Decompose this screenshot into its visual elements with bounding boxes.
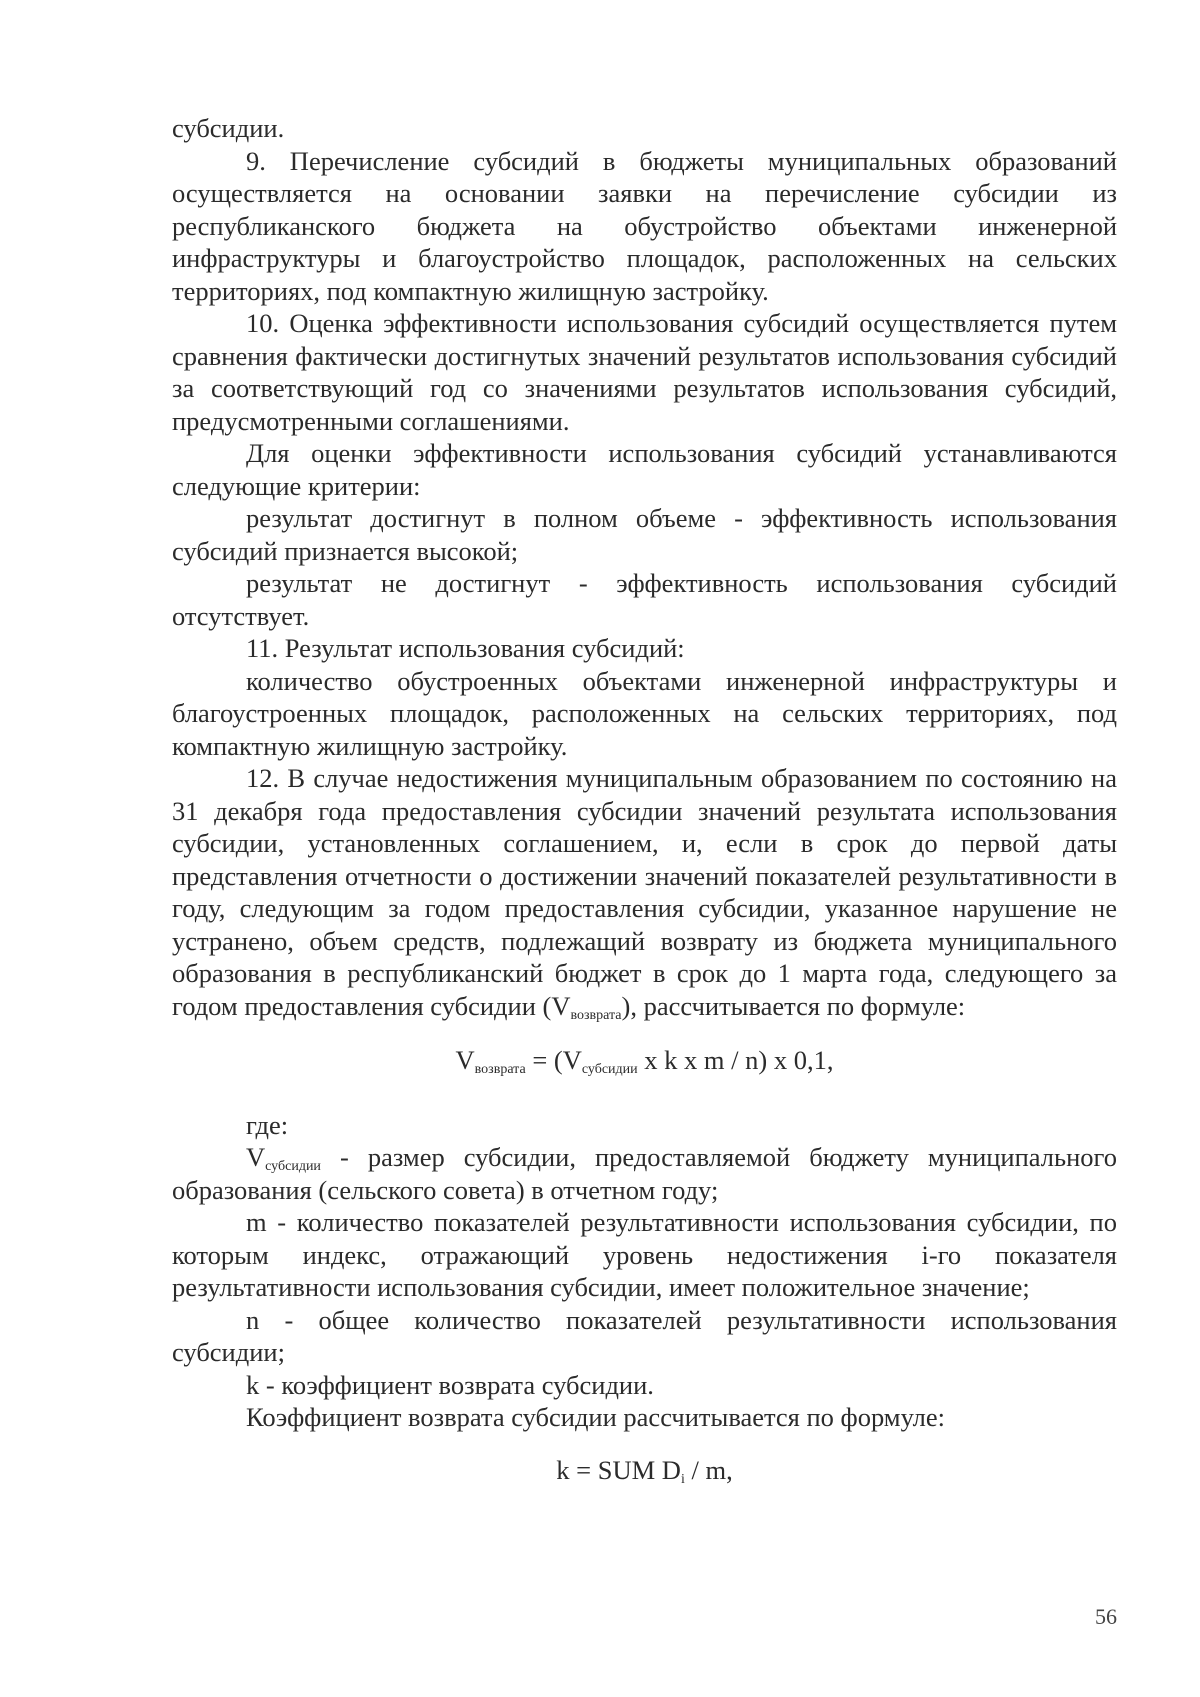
formula-part: k = SUM D bbox=[556, 1454, 681, 1485]
paragraph: количество обустроенных объектами инженерной инфраструктуры и благоустроенных площадок, расположенных на сельских территориях, под компактную жилищную застройку. bbox=[172, 665, 1117, 761]
paragraph: 11. Результат использования субсидий: bbox=[246, 633, 685, 663]
paragraph-text: - размер субсидии, предоставляемой бюджету муниципального образования (сельского совета) в отчетном году; bbox=[172, 1142, 1117, 1205]
paragraph bbox=[172, 1141, 1117, 1206]
subscript: i bbox=[680, 1471, 685, 1487]
subscript: возврата bbox=[474, 1062, 526, 1077]
paragraph: m - количество показателей результативности использования субсидии, по которым индекс, отражающий уровень недостижения i-го показателя результативности использования субсидии, имеет положительное значение; bbox=[172, 1207, 1117, 1302]
formula-part: V bbox=[455, 1045, 475, 1075]
paragraph: где: bbox=[246, 1109, 289, 1140]
subscript: возврата bbox=[570, 1007, 622, 1023]
subscript: субсидии bbox=[581, 1062, 638, 1077]
paragraph: субсидии. bbox=[172, 113, 285, 143]
paragraph: n - общее количество показателей результативности использования субсидии; bbox=[172, 1304, 1117, 1367]
paragraph bbox=[172, 762, 1117, 1022]
paragraph: k - коэффициент возврата субсидии. bbox=[246, 1369, 654, 1400]
document-body bbox=[172, 112, 1117, 1486]
paragraph: 9. Перечисление субсидий в бюджеты муниципальных образований осуществляется на основании заявки на перечисление субсидии из республиканского бюджета на обустройство объектами инженерной инфраструктуры и благоустройство площадок, расположенных на сельских территориях, под компактную жилищную застройку. bbox=[172, 145, 1117, 306]
subscript: субсидии bbox=[265, 1159, 321, 1174]
paragraph: Коэффициент возврата субсидии рассчитывается по формуле: bbox=[246, 1402, 946, 1432]
paragraph: результат достигнут в полном объеме - эффективность использования субсидий признается высокой; bbox=[172, 503, 1117, 566]
paragraph: результат не достигнут - эффективность использования субсидий отсутствует. bbox=[172, 568, 1117, 631]
paragraph-text: ), рассчитывается по формуле: bbox=[621, 990, 966, 1021]
paragraph-text: V bbox=[246, 1142, 266, 1172]
formula-return-volume bbox=[172, 1022, 1117, 1109]
page-number: 56 bbox=[1095, 1604, 1117, 1629]
formula-return-coefficient bbox=[172, 1434, 1117, 1487]
paragraph: Для оценки эффективности использования субсидий устанавливаются следующие критерии: bbox=[172, 438, 1117, 501]
formula-part: = (V bbox=[525, 1045, 582, 1075]
formula-part: / m, bbox=[684, 1454, 733, 1485]
paragraph: 10. Оценка эффективности использования субсидий осуществляется путем сравнения фактически достигнутых значений результатов использования субсидий за соответствующий год со значениями результатов использования субсидий, предусмотренными соглашениями. bbox=[172, 308, 1117, 436]
formula-part: x k x m / n) x 0,1, bbox=[637, 1045, 834, 1075]
paragraph-text: 12. В случае недостижения муниципальным образованием по состоянию на 31 декабря года предоставления субсидии значений результата использования субсидии, установленных соглашением, и, если в срок до первой даты представления отчетности о достижении значений показателей результативности в году, следующим за годом предоставления субсидии, указанное нарушение не устранено, объем средств, подлежащий возврату из бюджета муниципального образования в республиканский бюджет в срок до 1 марта года, следующего за годом предоставления субсидии (V bbox=[172, 763, 1117, 1021]
